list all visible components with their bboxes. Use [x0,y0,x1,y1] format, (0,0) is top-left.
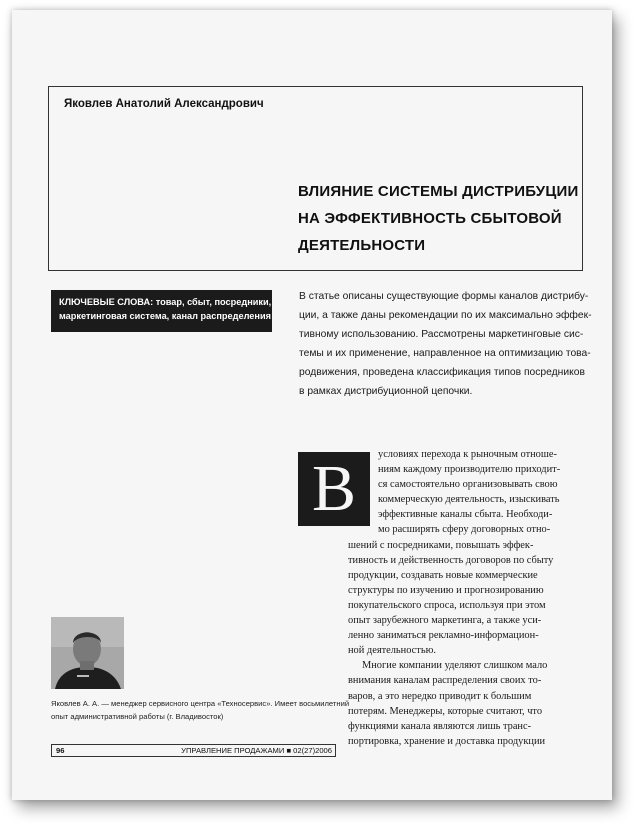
author-photo [51,617,124,689]
body-line: эффективные каналы сбыта. Необходи- [378,509,553,521]
body-line: внимания каналам распределения своих то- [348,675,542,687]
body-line: потерям. Менеджеры, которые считают, что [348,705,543,717]
body-line: варов, а это нередко приводит к большим [348,690,532,702]
caption-line: опыт административной работы (г. Владивосток) [51,712,224,721]
drop-cap: В [298,452,370,526]
body-line: функциями канала являются лишь транс- [348,720,532,732]
body-line: ся самостоятельно организовывать свою [378,479,558,491]
body-text [348,447,584,749]
abstract-line: родвижения, проведена классификация типов посредников [299,367,585,378]
author-name: Яковлев Анатолий Александрович [64,98,264,110]
body-line: ной деятельностью. [348,645,436,657]
body-line: коммерческую деятельность, изыскивать [378,494,560,506]
author-portrait-image [51,617,124,689]
caption-line: Яковлев А. А. — менеджер сервисного центра «Техносервис». Имеет восьмилетний [51,699,350,708]
article-title [298,178,588,259]
keywords-line: маркетинговая система, канал распределения [59,310,271,321]
body-line: тивность и действенность договоров по сбыту [348,554,554,566]
body-line: структуры по изучению и прогнозированию [348,584,544,596]
body-line: опыт зарубежного маркетинга, а также уси- [348,615,542,627]
abstract-line: тивному использованию. Рассмотрены маркетинговые сис- [299,329,584,340]
body-line: покупательского спроса, используя при этом [348,599,546,611]
body-line: мо расширять сферу договорных отно- [378,524,551,536]
body-line: условиях перехода к рыночным отноше- [378,449,557,460]
journal-issue: УПРАВЛЕНИЕ ПРОДАЖАМИ ■ 02(27)2006 [181,746,332,755]
title-line: ДЕЯТЕЛЬНОСТИ [298,237,426,254]
title-line: ВЛИЯНИЕ СИСТЕМЫ ДИСТРИБУЦИИ [298,183,579,200]
body-line: шений с посредниками, повышать эффек- [348,539,534,551]
page-number: 96 [56,746,65,755]
keywords-box [51,290,272,332]
abstract [299,287,591,401]
abstract-line: в рамках дистрибуционной цепочки. [299,386,473,397]
abstract-line: В статье описаны существующие формы каналов дистрибу- [299,291,589,302]
keywords-line: КЛЮЧЕВЫЕ СЛОВА: товар, сбыт, посредники, [59,297,272,307]
page-footer [51,744,336,757]
photo-caption [51,697,350,723]
title-line: НА ЭФФЕКТИВНОСТЬ СБЫТОВОЙ [298,210,562,227]
body-line: Многие компании уделяют слишком мало [362,660,548,672]
body-line: портировка, хранение и доставка продукции [348,735,546,747]
abstract-line: темы и их применение, направленное на оптимизацию това- [299,348,591,359]
abstract-line: ции, а также даны рекомендации по их максимально эффек- [299,310,592,321]
body-line: ниям каждому производителю приходит- [378,464,561,476]
body-line: ленно заниматься рекламно-информацион- [348,630,539,642]
body-line: продукции, создавать новые коммерческие [348,569,538,581]
